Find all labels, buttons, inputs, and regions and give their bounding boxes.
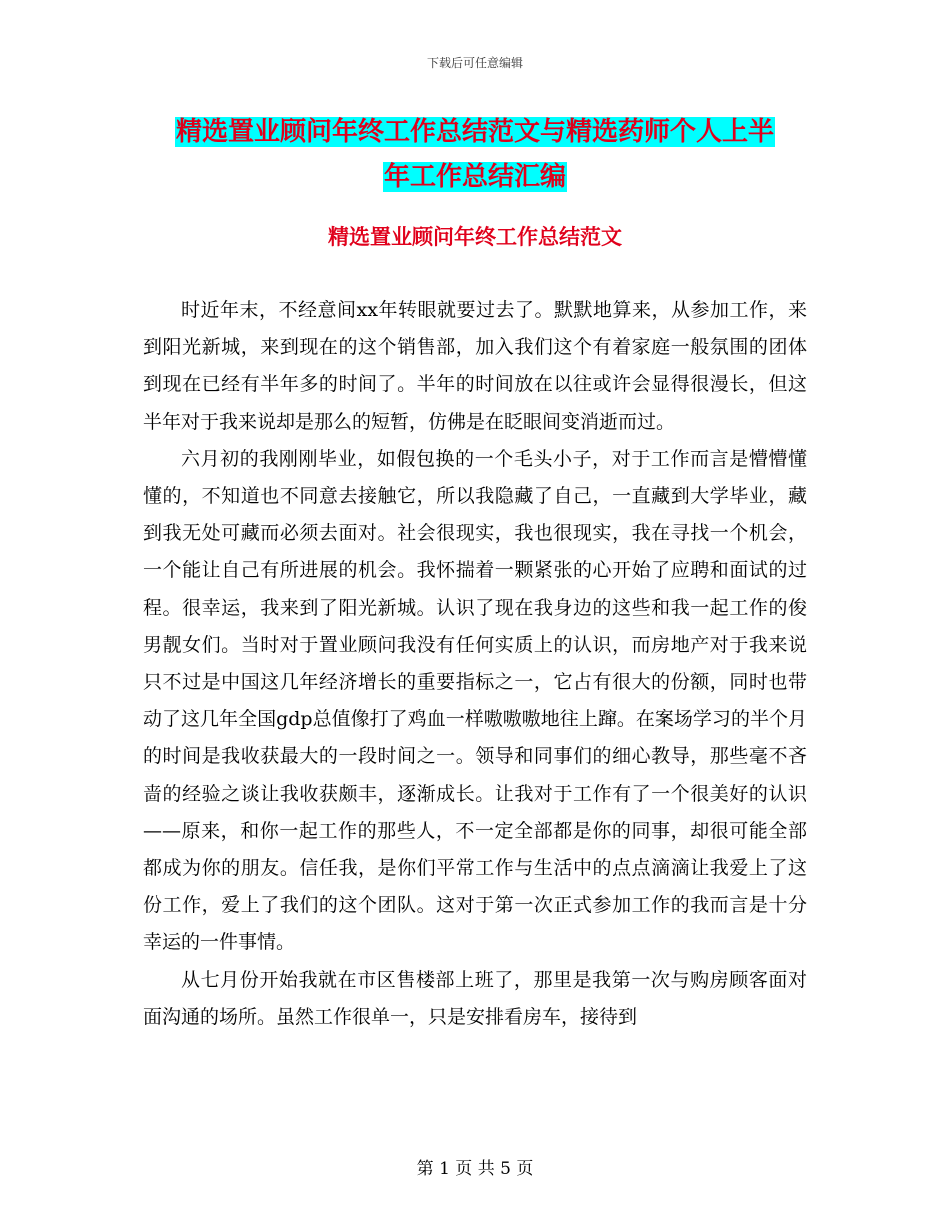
paragraph-2: 六月初的我刚刚毕业，如假包换的一个毛头小子，对于工作而言是懵懵懂懂的，不知道也不同意去接触它，所以我隐藏了自己，一直藏到大学毕业，藏到我无处可藏而必须去面对。社会很现实，我也很现实，我在寻找一个机会，一个能让自己有所进展的机会。我怀揣着一颗紧张的心开始了应聘和面试的过程。很幸运，我来到了阳光新城。认识了现在我身边的这些和我一起工作的俊男靓女们。当时对于置业顾问我没有任何实质上的认识，而房地产对于我来说只不过是中国这几年经济增长的重要指标之一，它占有很大的份额，同时也带动了这几年全国gdp总值像打了鸡血一样嗷嗷嗷地往上蹿。在案场学习的半个月的时间是我收获最大的一段时间之一。领导和同事们的细心教导，那些毫不吝啬的经验之谈让我收获颇丰，逐渐成长。让我对于工作有了一个很美好的认识——原来，和你一起工作的那些人，不一定全部都是你的同事，却很可能全部都成为你的朋友。信任我，是你们平常工作与生活中的点点滴滴让我爱上了这份工作，爱上了我们的这个团队。这对于第一次正式参加工作的我而言是十分幸运的一件事情。 <box>143 447 807 954</box>
body-text <box>143 292 807 1036</box>
paragraph-1: 时近年末，不经意间xx年转眼就要过去了。默默地算来，从参加工作，来到阳光新城，来到现在的这个销售部，加入我们这个有着家庭一般氛围的团体到现在已经有半年多的时间了。半年的时间放在以往或许会显得很漫长，但这半年对于我来说却是那么的短暂，仿佛是在眨眼间变消逝而过。 <box>143 299 807 433</box>
document-title-line-1: 精选置业顾问年终工作总结范文与精选药师个人上半 <box>175 117 774 147</box>
page-header-note: 下载后可任意编辑 <box>426 56 523 70</box>
section-title: 精选置业顾问年终工作总结范文 <box>328 224 622 249</box>
document-title <box>140 110 810 200</box>
page-footer: 第 1 页 共 5 页 <box>416 1159 534 1179</box>
paragraph-3: 从七月份开始我就在市区售楼部上班了，那里是我第一次与购房顾客面对面沟通的场所。虽然工作很单一，只是安排看房车，接待到 <box>143 968 807 1028</box>
document-title-line-2: 年工作总结汇编 <box>383 162 566 192</box>
